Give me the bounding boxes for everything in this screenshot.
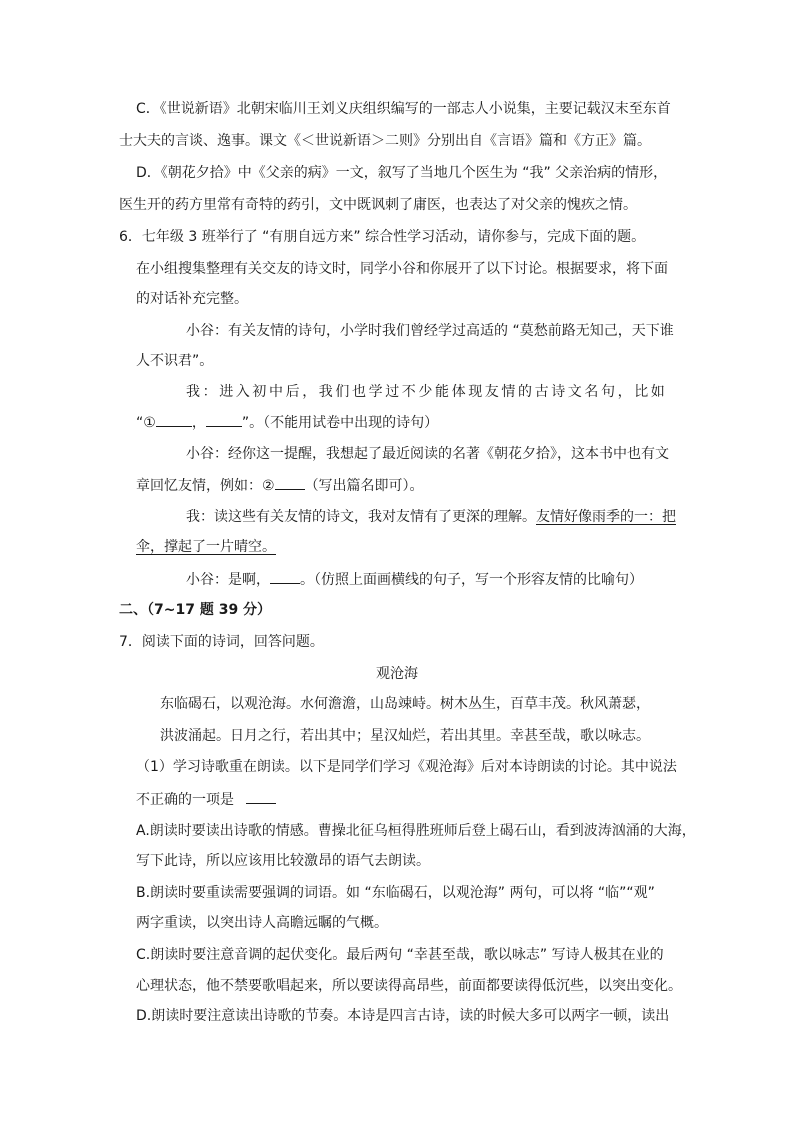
dialogue-5 bbox=[186, 569, 643, 590]
option-c-line-2: 士大夫的言谈、逸事。课文《＜世说新语＞二则》分别出自《言语》篇和《方正》篇。 bbox=[119, 133, 651, 149]
answer-blank-3[interactable] bbox=[270, 569, 300, 584]
sub-question-1-line-1: （1）学习诗歌重在朗读。以下是同学们学习《观沧海》后对本诗朗读的讨论。其中说法 bbox=[136, 759, 677, 775]
answer-blank-1b[interactable] bbox=[206, 412, 242, 427]
poem-line-2: 洪波涌起。日月之行，若出其中；星汉灿烂，若出其里。幸甚至哉，歌以咏志。 bbox=[160, 728, 650, 744]
option-d-line-2: 医生开的药方里常有奇特的药引，文中既讽刺了庸医，也表达了对父亲的愧疚之情。 bbox=[119, 197, 637, 213]
option-d-line-1-q7: D.朗读时要注意读出诗歌的节奏。本诗是四言古诗，读的时候大多可以两字一顿，读出 bbox=[136, 1008, 670, 1024]
dialogue-3-line-2 bbox=[136, 475, 424, 496]
option-b-line-1: B.朗读时要重读需要强调的词语。如 “东临碣石，以观沧海” 两句，可以将 “临”“观” bbox=[136, 885, 655, 901]
option-d-line-1: D．《朝花夕拾》中《父亲的病》一文，叙写了当地几个医生为 “我” 父亲治病的情形， bbox=[136, 165, 668, 181]
poem-title: 观沧海 bbox=[376, 666, 418, 682]
dialogue-2-line-1: 我：进入初中后，我们也学过不少能体现友情的古诗文名句，比如 bbox=[186, 384, 668, 400]
dialogue-5-suffix: 。（仿照上面画横线的句子，写一个形容友情的比喻句） bbox=[300, 572, 643, 588]
dialogue-1-line-1: 小谷：有关友情的诗句，小学时我们曾经学过高适的 “莫愁前路无知己，天下谁 bbox=[186, 323, 674, 339]
dialogue-3-suffix: （写出篇名即可）。 bbox=[304, 478, 424, 494]
answer-blank-2[interactable] bbox=[275, 475, 305, 490]
answer-blank-1a[interactable] bbox=[156, 412, 192, 427]
dialogue-2-line-2 bbox=[136, 412, 438, 433]
question-6-title: 6．七年级 3 班举行了 “有朋自远方来” 综合性学习活动，请你参与，完成下面的题。 bbox=[119, 229, 646, 245]
dialogue-2-open: “① bbox=[136, 415, 156, 431]
dialogue-4-line-1 bbox=[186, 507, 676, 527]
option-c-line-1: C．《世说新语》北朝宋临川王刘义庆组织编写的一部志人小说集，主要记载汉末至东首 bbox=[136, 101, 671, 117]
section-2-heading: 二、（7~17 题 39 分） bbox=[119, 602, 272, 618]
dialogue-2-comma: ， bbox=[191, 415, 206, 431]
option-a-line-2: 写下此诗，所以应该用比较激昂的语气去朗读。 bbox=[136, 853, 430, 869]
underlined-metaphor-part-2: 伞，撑起了一片晴空。 bbox=[136, 539, 276, 555]
dialogue-3-line-1: 小谷：经你这一提醒，我想起了最近阅读的名著《朝花夕拾》，这本书中也有文 bbox=[186, 446, 669, 462]
underlined-metaphor-part-1: 友情好像雨季的一：把 bbox=[536, 509, 676, 525]
dialogue-4-text: 我：读这些有关友情的诗文，我对友情有了更深的理解。 bbox=[186, 509, 536, 525]
poem-line-1: 东临碣石，以观沧海。水何澹澹，山岛竦峙。树木丛生，百草丰茂。秋风萧瑟， bbox=[160, 696, 650, 712]
option-a-line-1: A.朗读时要读出诗歌的情感。曹操北征乌桓得胜班师后登上碣石山，看到波涛汹涌的大海， bbox=[136, 823, 696, 839]
answer-blank-choice[interactable] bbox=[246, 789, 276, 804]
dialogue-1-line-2: 人不识君”。 bbox=[136, 353, 214, 369]
question-6-intro-line-2: 的对话补充完整。 bbox=[136, 291, 248, 307]
option-c-line-2-q7: 心理状态，他不禁要歌唱起来，所以要读得高昂些，前面都要读得低沉些，以突出变化。 bbox=[136, 978, 682, 994]
option-b-line-2: 两字重读，以突出诗人高瞻远瞩的气概。 bbox=[136, 915, 388, 931]
question-7-title: 7．阅读下面的诗词，回答问题。 bbox=[119, 634, 324, 650]
question-6-intro-line-1: 在小组搜集整理有关交友的诗文时，同学小谷和你展开了以下讨论。根据要求，将下面 bbox=[136, 261, 668, 277]
dialogue-5-prefix: 小谷：是啊， bbox=[186, 572, 270, 588]
sub-question-1-line-2 bbox=[136, 789, 276, 810]
option-c-line-1-q7: C.朗读时要注意音调的起伏变化。最后两句 “幸甚至哉，歌以咏志” 写诗人极其在业的 bbox=[136, 947, 664, 963]
dialogue-2-close: ”。（不能用试卷中出现的诗句） bbox=[241, 415, 439, 431]
sub-question-1-stem: 不正确的一项是 bbox=[136, 792, 234, 808]
dialogue-3-prefix: 章回忆友情，例如：② bbox=[136, 478, 275, 494]
